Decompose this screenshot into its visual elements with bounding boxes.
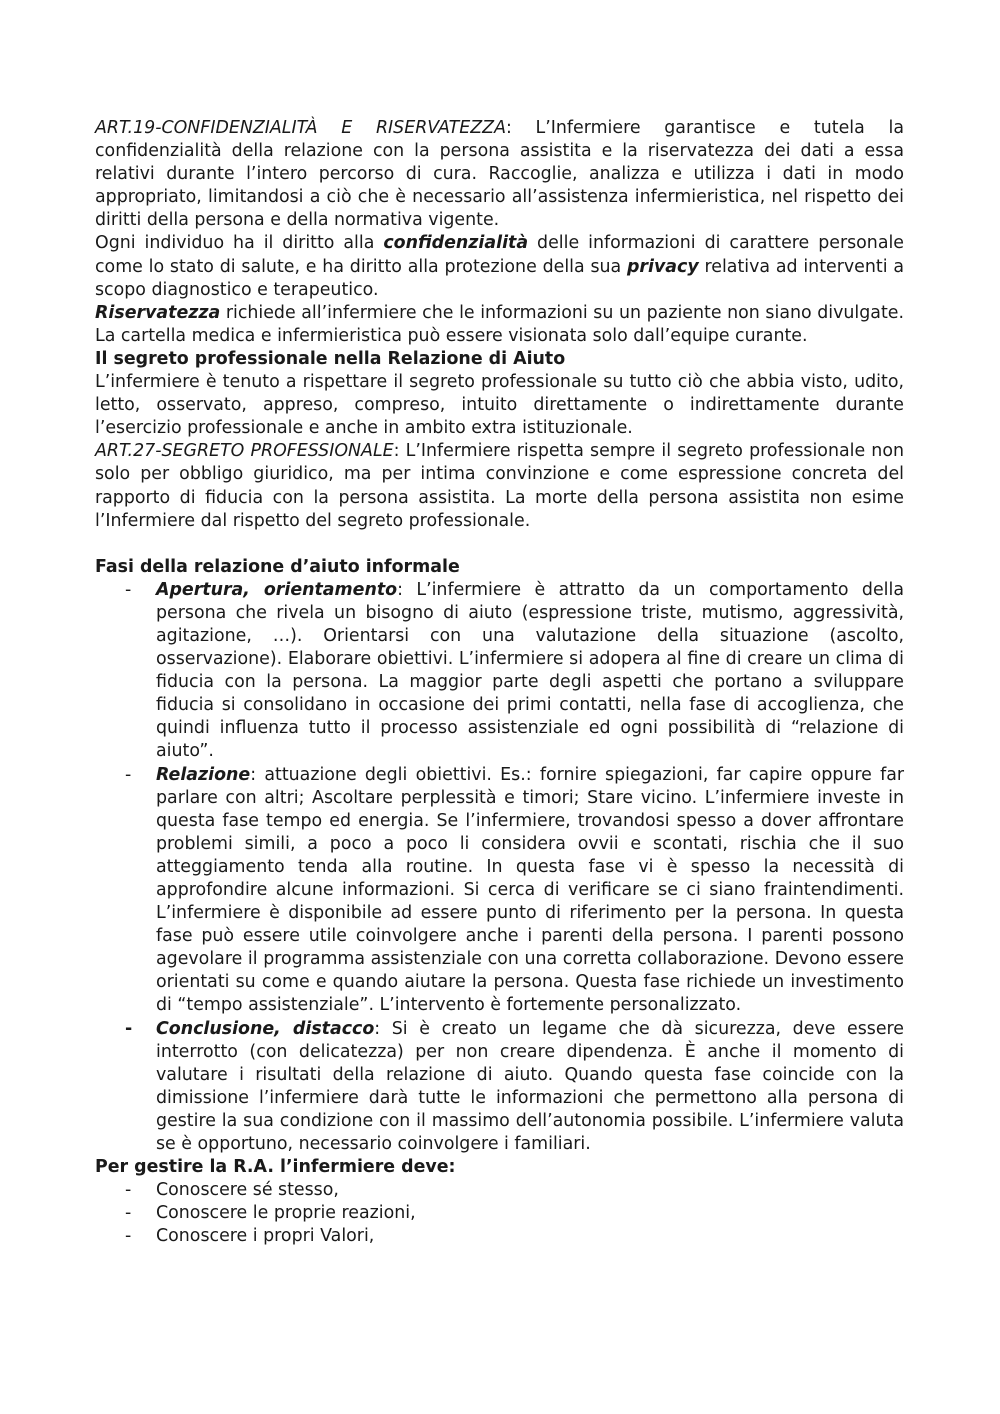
conf-term-confidenzialita: confidenzialità bbox=[383, 233, 529, 254]
art19-text: : L’Infermiere garantisce e tutela la confidenzialità della relazione con la persona assistita e la riservatezza dei dati a essa relativi durante l’intero percorso di cura. Raccoglie, analizza e utilizza i dati in modo appropriato, limitandosi a ciò che è necessario all’assistenza infermieristica, nel rispetto dei diritti della persona e della normativa vigente. bbox=[95, 118, 904, 231]
conf-text-c: delle informazioni di carattere personale come lo stato di salute, e ha diritto alla protezione della sua bbox=[95, 233, 905, 277]
list-item-text: Conoscere le proprie reazioni, bbox=[156, 1203, 416, 1224]
art27-text: : L’Infermiere rispetta sempre il segreto professionale non solo per obbligo giuridico, ma per intima convinzione e come espressione concreta del rapporto di fiducia con la persona assistita. La morte della persona assistita non esime l’Infermiere dal rispetto del segreto professionale. bbox=[95, 441, 904, 531]
riservatezza-paragraph bbox=[95, 302, 904, 348]
list-item bbox=[95, 579, 904, 764]
segreto-heading: Il segreto professionale nella Relazione di Aiuto bbox=[95, 348, 566, 369]
conf-text-e: relativa ad interventi a scopo diagnostico e terapeutico. bbox=[95, 256, 904, 300]
art27-label: ART.27-SEGRETO PROFESSIONALE bbox=[95, 441, 394, 462]
list-item bbox=[95, 1179, 904, 1202]
art27-paragraph bbox=[95, 440, 904, 532]
list-item bbox=[95, 1202, 904, 1225]
document-page bbox=[95, 117, 904, 1249]
gestire-list bbox=[95, 1179, 904, 1248]
ris-term: Riservatezza bbox=[95, 302, 221, 323]
art19-label: ART.19-CONFIDENZIALITÀ E RISERVATEZZA bbox=[95, 118, 506, 138]
segreto-paragraph: L’infermiere è tenuto a rispettare il segreto professionale su tutto ciò che abbia visto, udito, letto, osservato, appreso, compreso, intuito direttamente o indirettamente durante l’esercizio professionale e anche in ambito extra istituzionale. bbox=[95, 372, 904, 439]
conf-text-a: Ogni individuo ha il diritto alla bbox=[95, 233, 384, 254]
fase-term: Relazione bbox=[156, 764, 251, 785]
dash-marker: - bbox=[125, 764, 132, 785]
fase-term: Conclusione, distacco bbox=[156, 1018, 375, 1039]
gestire-heading: Per gestire la R.A. l’infermiere deve: bbox=[95, 1157, 456, 1178]
conf-term-privacy: privacy bbox=[626, 256, 699, 277]
fase-text: : attuazione degli obiettivi. Es.: fornire spiegazioni, far capire oppure far parlare con altri; Ascoltare perplessità e timori; Stare vicino. L’infermiere investe in questa fase tempo ed energia. Se l’infermiere, trovandosi spesso a dover affrontare problemi simili, a poco a poco li considera ovvii e scontati, rischia che il suo atteggiamento tenda alla routine. In questa fase vi è spesso la necessità di approfondire alcune informazioni. Si cerca di verificare se ci siano fraintendimenti. L’infermiere è disponibile ad essere punto di riferimento per la persona. In questa fase può essere utile coinvolgere anche i parenti della persona. I parenti possono agevolare il programma assistenziale con una corretta collaborazione. Devono essere orientati su come e quando aiutare la persona. Questa fase richiede un investimento di “tempo assistenziale”. L’intervento è fortemente personalizzato. bbox=[156, 764, 904, 1016]
fase-term: Apertura, orientamento bbox=[156, 579, 398, 600]
ris-text: richiede all’infermiere che le informazioni su un paziente non siano divulgate. La cartella medica e infermieristica può essere visionata solo dall’equipe curante. bbox=[95, 302, 904, 346]
art19-paragraph bbox=[95, 117, 904, 232]
dash-marker: - bbox=[125, 1226, 132, 1247]
list-item bbox=[95, 764, 904, 1018]
dash-marker: - bbox=[125, 1203, 132, 1224]
list-item bbox=[95, 1225, 904, 1248]
fase-text: : L’infermiere è attratto da un comportamento della persona che rivela un bisogno di aiuto (espressione triste, mutismo, aggressività, agitazione, …). Orientarsi con una valutazione della situazione (ascolto, osservazione). Elaborare obiettivi. L’infermiere si adopera al fine di creare un clima di fiducia con la persona. La maggior parte degli aspetti che portano a sviluppare fiducia si consolidano in occasione dei primi contatti, nella fase di accoglienza, che quindi influenza tutto il processo assistenziale ed ogni possibilità di “relazione di aiuto”. bbox=[156, 579, 904, 762]
list-item-text: Conoscere i propri Valori, bbox=[156, 1226, 375, 1247]
dash-marker: - bbox=[125, 579, 132, 600]
dash-marker: - bbox=[125, 1180, 132, 1201]
list-item bbox=[95, 1018, 904, 1157]
fasi-list bbox=[95, 579, 904, 1156]
fase-text: : Si è creato un legame che dà sicurezza, deve essere interrotto (con delicatezza) per non creare dipendenza. È anche il momento di valutare i risultati della relazione di aiuto. Quando questa fase coincide con la dimissione l’infermiere darà tutte le informazioni che permettono alla persona di gestire la sua condizione con il massimo dell’autonomia possibile. L’infermiere valuta se è opportuno, necessario coinvolgere i familiari. bbox=[156, 1018, 904, 1155]
paragraph-spacer bbox=[95, 533, 904, 556]
list-item-text: Conoscere sé stesso, bbox=[156, 1180, 339, 1201]
dash-marker: - bbox=[125, 1018, 133, 1039]
confidenzialita-paragraph bbox=[95, 232, 904, 301]
fasi-heading: Fasi della relazione d’aiuto informale bbox=[95, 556, 460, 577]
